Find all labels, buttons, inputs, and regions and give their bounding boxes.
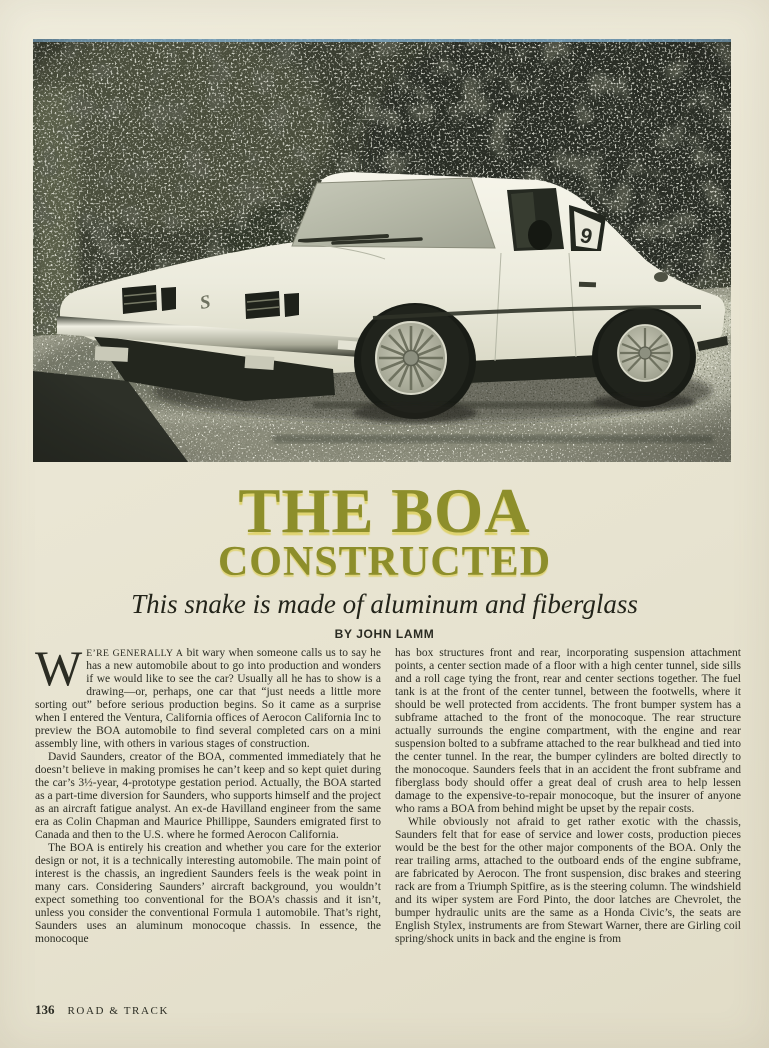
magazine-name: ROAD & TRACK (67, 1005, 170, 1017)
paragraph-4: has box structures front and rear, incorporating suspension attachment points, a center section made of a floor with a high center tunnel, side sills and a roll cage tying the front, rear and center sections together. The fuel tank is at the front of the center tunnel, between the footwells, where it should be well protected from accidents. The front bumper system has a subframe attached to the front of the monocoque. The rear structure actually surrounds the engine compartment, with the engine and rear suspension bolted to a subframe attached to the rear bulkhead and tied into the center tunnel. In the rear, the bumper cylinders are bolted directly to the monocoque. Saunders feels that in an accident the front subframe and fiberglass body should offer a great deal of crush area to help lessen damage to the expensive-to-repair monocoque, but the insurer of anyone who rams a BOA from behind might be upset by the repair costs. (395, 647, 741, 815)
paragraph-1-text: bit wary when someone calls us to say he has a new automobile about to go into production and wonders if we would like to see the car? Usually all he has to show is a drawing—or, perhaps, one car that “just needs a little more sorting out” before serious production begins. So it came as a surprise when I entered the Ventura, California offices of Aerocon California Inc to preview the BOA automobile to find several completed cars on a mini assembly line, with others in various stages of construction. (35, 647, 381, 750)
page-number: 136 (35, 1002, 55, 1017)
page-footer (35, 1001, 169, 1019)
lead-smallcaps: E’RE GENERALLY A (86, 648, 184, 659)
article-byline: BY JOHN LAMM (334, 627, 435, 641)
headline-block (0, 476, 769, 641)
right-column (395, 647, 741, 946)
drop-cap: W (35, 640, 83, 696)
photo-vignette (33, 39, 731, 462)
paragraph-2: David Saunders, creator of the BOA, commented immediately that he doesn’t believe in making promises he can’t keep and so kept quiet during the car’s 3½-year, 4-prototype gestation period. Actually, the BOA started as a part-time diversion for Saunders, who supports himself and the project as an aircraft fatigue analyst. An ex-de Havilland engineer from the same era as Colin Chapman and Maurice Phillippe, Saunders emigrated first to Canada and then to the U.S. where he formed Aerocon California. (35, 751, 381, 841)
article-subtitle: CONSTRUCTED (217, 539, 552, 585)
article-tagline: This snake is made of aluminum and fiberglass (131, 589, 638, 619)
paragraph-5: While obviously not afraid to get rather exotic with the chassis, Saunders felt that for ease of service and lower costs, production pieces would be the best for the other major components of the BOA. Only the rear trailing arms, attached to the outboard ends of the engine subframe, are fabricated by Aerocon. The front suspension, disc brakes and steering rack are from a Triumph Spitfire, as is the steering column. The windshield and its wiper system are Ford Pinto, the door latches are Chevrolet, the bumper hydraulic units are the same as a Honda Civic’s, the seats are English Stylex, instruments are from Stewart Warner, there are Girling coil spring/shock units in back and the engine is from (395, 816, 741, 945)
car-photo (33, 39, 731, 462)
paragraph-3: The BOA is entirely his creation and whether you care for the exterior design or not, it is a technically interesting automobile. The main point of interest is the chassis, an ingredient Saunders feels is the weak point in many cars. Considering Saunders’ aircraft background, you wouldn’t expect something too conventional for the BOA’s chassis and it isn’t, unless you consider the conventional Formula 1 automobile. That’s right, Saunders uses an aluminum monocoque chassis. In essence, the monocoque (35, 842, 381, 945)
paragraph-1 (35, 640, 381, 751)
article-title: THE BOA (238, 476, 531, 546)
article-body (35, 640, 741, 946)
left-column (35, 640, 381, 946)
